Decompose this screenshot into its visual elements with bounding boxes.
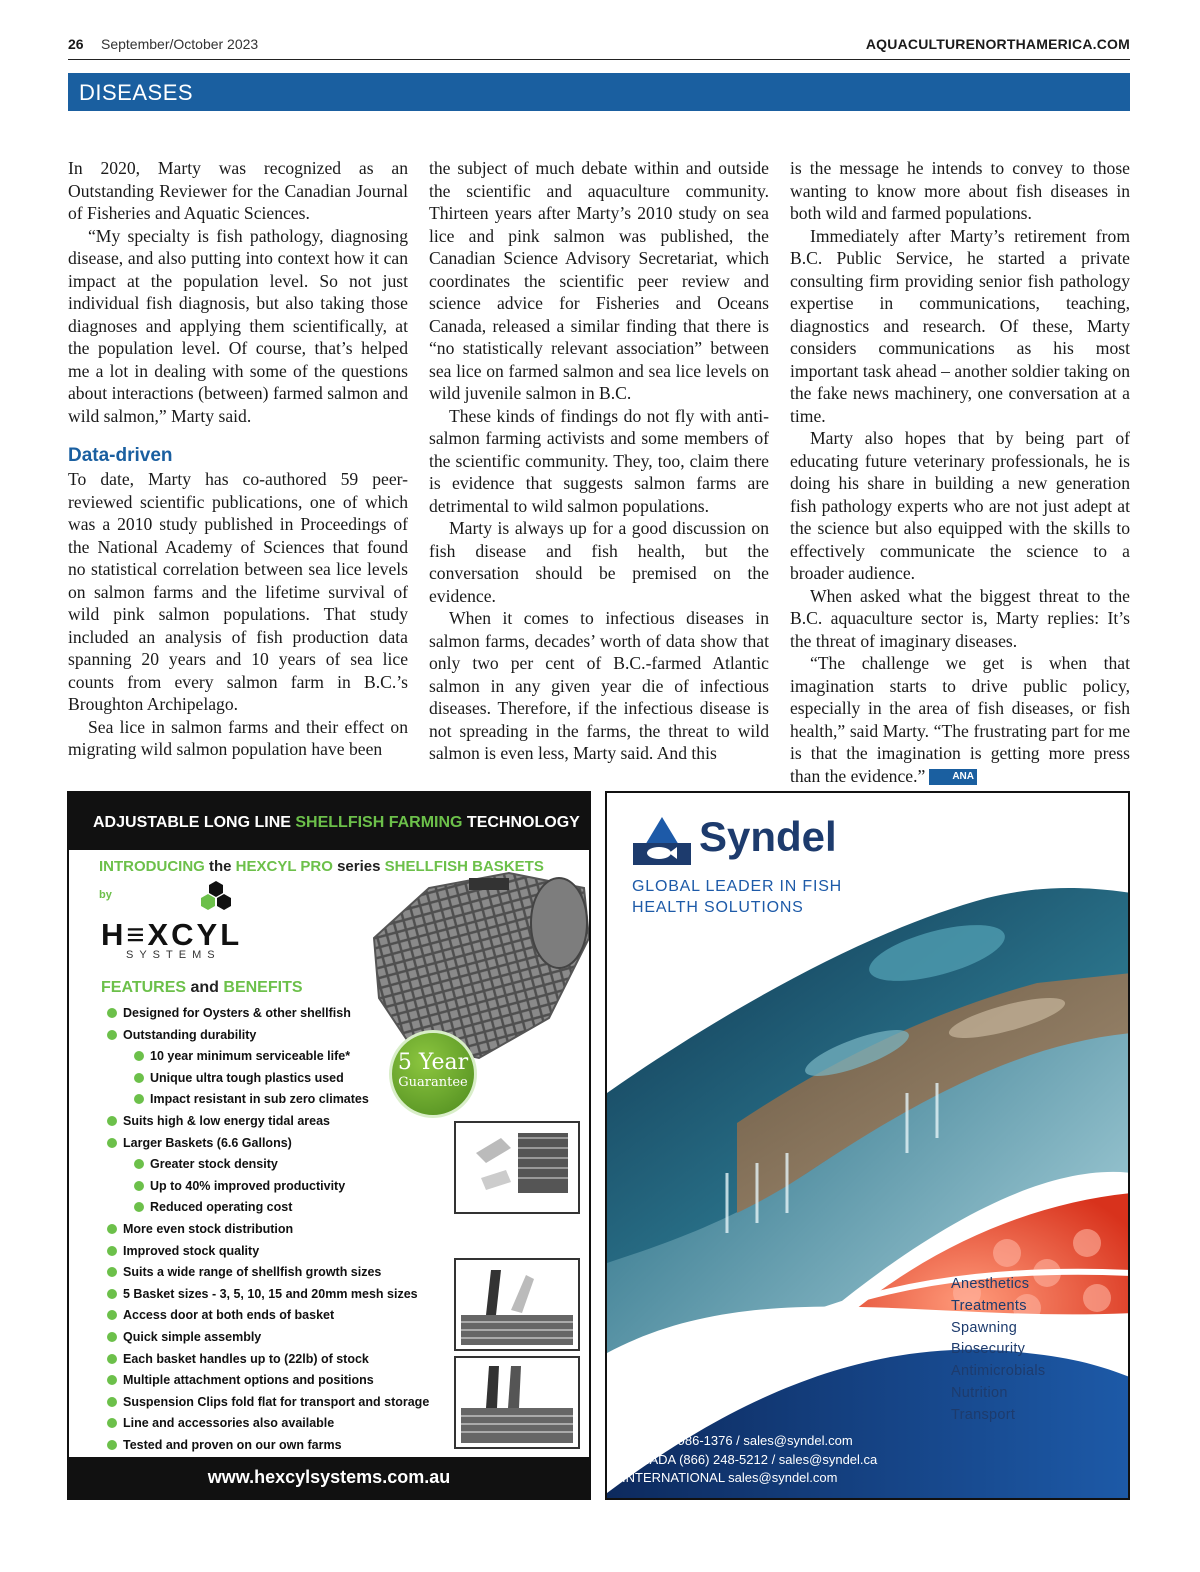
banner-text-highlight: SHELLFISH FARMING (295, 814, 463, 831)
paragraph: To date, Marty has co-authored 59 peer-reviewed scientific publications, one of which was a 2010 study published in Proceedings of the National Academy of Sciences that found no statistical correlation between sea lice levels on salmon farms and the lifetime survival of wild pink salmon populations. That study included an analysis of fish production data spanning 20 years and 10 years of sea lice counts from every salmon farm in B.C.’s Broughton Archipelago. (68, 469, 408, 714)
issue-date: September/October 2023 (101, 36, 259, 52)
features-heading-text: and (186, 979, 224, 996)
product-thumbnail (454, 1356, 580, 1449)
paragraph: When asked what the biggest threat to the B.C. aquaculture sector is, Marty replies: It’s the threat of imaginary diseases. (790, 585, 1130, 651)
paragraph: In 2020, Marty was recognized as an Outstanding Reviewer for the Canadian Journal of Fisheries and Aquatic Sciences. (68, 158, 408, 223)
feature-item (107, 1370, 429, 1392)
guarantee-badge (389, 1030, 477, 1118)
check-icon (107, 1138, 117, 1148)
paragraph: “My specialty is fish pathology, diagnosing disease, and also putting into context how it can impact at the population level. So not just individual fish diagnosis, but also taking those diagnoses and applying them scientifically, at the population level. Of course, that’s helped me a lot in dealing with some of the questions about interactions (between) farmed salmon and wild salmon,” Marty said. (68, 225, 408, 426)
service-item: Spawning (951, 1319, 1018, 1336)
tagline-line: HEALTH SOLUTIONS (632, 899, 804, 916)
section-banner (68, 73, 1130, 111)
check-icon (134, 1094, 144, 1104)
banner-text: TECHNOLOGY (462, 814, 580, 831)
paragraph: Marty is always up for a good discussion on fish disease and fish health, but the conversation should be premised on the evidence. (429, 518, 769, 606)
contact-us[interactable]: US (866) 986-1376 / sales@syndel.com (622, 1433, 853, 1448)
syndel-services (951, 1274, 1045, 1427)
ad-top-banner (69, 793, 589, 850)
check-icon (107, 1030, 117, 1040)
check-icon (134, 1159, 144, 1169)
feature-text: 5 Basket sizes - 3, 5, 10, 15 and 20mm mesh sizes (123, 1286, 418, 1301)
hexcyl-advertisement (67, 791, 591, 1500)
article-column-1 (68, 157, 408, 761)
feature-item (107, 1284, 429, 1306)
intro-text: HEXCYL PRO (235, 858, 333, 875)
product-thumbnail (454, 1121, 580, 1214)
check-icon (134, 1181, 144, 1191)
paragraph-text: “The challenge we get is when that imagination starts to drive public policy, especially in the area of fish diseases, or fish health,” said Marty. “The frustrating part for me is that the imagination is getting more press than the evidence.” (790, 653, 1130, 786)
feature-item (107, 1111, 429, 1133)
feature-item (107, 1327, 429, 1349)
check-icon (107, 1397, 117, 1407)
feature-text: Designed for Oysters & other shellfish (123, 1006, 351, 1020)
product-thumbnail (454, 1258, 580, 1351)
paragraph: When it comes to infectious diseases in salmon farms, decades’ worth of data show that only two per cent of B.C.-farmed Atlantic salmon in any given year die of infectious diseases. Therefore, if the infectious disease is not spreading in the farms, the threat to wild salmon is even less, Marty said. And this (429, 608, 769, 763)
page-header (68, 32, 1130, 60)
intro-text: INTRODUCING (99, 858, 205, 875)
feature-text: 10 year minimum serviceable life* (150, 1049, 351, 1064)
banner-text: ADJUSTABLE LONG LINE (93, 814, 296, 831)
check-icon (107, 1375, 117, 1385)
service-item: Antimicrobials (951, 1363, 1046, 1380)
feature-item (107, 1241, 429, 1263)
feature-text: Each basket handles up to (22lb) of stock (123, 1351, 369, 1366)
check-icon (107, 1310, 117, 1320)
feature-text: Outstanding durability (123, 1027, 257, 1042)
end-mark: ANA (929, 769, 977, 785)
feature-text: Line and accessories also available (123, 1416, 335, 1431)
check-icon (107, 1332, 117, 1342)
feature-text: Up to 40% improved productivity (150, 1178, 346, 1193)
feature-item (107, 1133, 429, 1155)
feature-item (107, 1262, 429, 1284)
paragraph: the subject of much debate within and outside the scientific and aquaculture community. Thirteen years after Marty’s 2010 study on sea lice and pink salmon was published, the Canadian Science Advisory Secretariat, which coordinates the scientific peer review and science advice for Fisheries and Oceans Canada, released a similar finding that there is “no statistically relevant association” between sea lice on farmed salmon and sea lice levels on wild juvenile salmon in B.C. (429, 158, 769, 403)
service-item: Transport (951, 1406, 1016, 1423)
clip-photo-icon (456, 1358, 578, 1447)
feature-text: Suspension Clips fold flat for transport and storage (123, 1394, 430, 1409)
feature-text: Impact resistant in sub zero climates (150, 1092, 369, 1107)
feature-text: Multiple attachment options and positions (123, 1373, 374, 1388)
features-heading-text: FEATURES (101, 979, 187, 996)
check-icon (107, 1246, 117, 1256)
syndel-advertisement (605, 791, 1130, 1500)
check-icon (107, 1354, 117, 1364)
feature-text: Tested and proven on our own farms (123, 1437, 342, 1452)
syndel-logo-icon (631, 815, 693, 867)
service-item: Nutrition (951, 1384, 1008, 1401)
check-icon (107, 1289, 117, 1299)
intro-text: the (204, 858, 236, 875)
hexcyl-brand: H≡XCYL (101, 917, 243, 952)
paragraph (790, 652, 1130, 787)
features-heading-text: BENEFITS (223, 979, 303, 996)
article-column-2 (429, 157, 769, 765)
feature-item (107, 1413, 429, 1435)
section-title: DISEASES (79, 80, 194, 105)
feature-text: Access door at both ends of basket (123, 1308, 335, 1323)
paragraph: is the message he intends to convey to those wanting to know more about fish diseases in both wild and farmed populations. (790, 158, 1130, 223)
page-number: 26 (68, 36, 84, 52)
features-heading (101, 979, 303, 997)
hexcyl-website[interactable]: www.hexcylsystems.com.au (69, 1457, 589, 1498)
paragraph: Immediately after Marty’s retirement from B.C. Public Service, he started a private consulting firm providing senior fish pathology expertise in communications, teaching, diagnostics and research. Of these, Marty considers communications as his most important task ahead – another soldier taking on the fake news machinery, one conversation at a time. (790, 225, 1130, 426)
service-item: Biosecurity (951, 1341, 1026, 1358)
feature-item (107, 1089, 429, 1111)
by-label: by (99, 889, 112, 901)
subheading: Data-driven (68, 445, 173, 466)
check-icon (107, 1267, 117, 1277)
check-icon (107, 1116, 117, 1126)
feature-text: Improved stock quality (123, 1243, 260, 1258)
feature-item (107, 1219, 429, 1241)
intro-text: SHELLFISH BASKETS (384, 858, 544, 875)
feature-item (107, 1305, 429, 1327)
check-icon (107, 1008, 117, 1018)
article-column-3 (790, 157, 1130, 787)
paragraph: Sea lice in salmon farms and their effect on migrating wild salmon population have been (68, 716, 408, 759)
feature-item (107, 1349, 429, 1371)
feature-text: Greater stock density (150, 1157, 278, 1172)
feature-text: Larger Baskets (6.6 Gallons) (123, 1135, 292, 1150)
hexcyl-brand-sub: SYSTEMS (126, 949, 221, 961)
contact-canada[interactable]: CANADA (866) 248-5212 / sales@syndel.ca (622, 1451, 878, 1467)
syndel-tagline (632, 876, 842, 918)
clip-photo-icon (456, 1123, 578, 1212)
feature-item (107, 1154, 429, 1176)
paragraph: These kinds of findings do not fly with anti-salmon farming activists and some members of the scientific community. They, too, claim there is evidence that suggests salmon farms are detrimental to wild salmon populations. (429, 405, 769, 516)
feature-text: Reduced operating cost (150, 1200, 293, 1215)
check-icon (134, 1202, 144, 1212)
check-icon (134, 1073, 144, 1083)
features-list (107, 1003, 429, 1456)
feature-item (107, 1435, 429, 1457)
check-icon (107, 1224, 117, 1234)
service-item: Treatments (951, 1297, 1027, 1314)
syndel-brand: Syndel (699, 813, 837, 860)
site-name: AQUACULTURENORTHAMERICA.COM (865, 36, 1130, 52)
syndel-contact (622, 1432, 877, 1488)
service-item: Anesthetics (951, 1276, 1030, 1292)
check-icon (134, 1051, 144, 1061)
basket-image (369, 868, 591, 1063)
contact-international[interactable]: INTERNATIONAL sales@syndel.com (622, 1470, 838, 1485)
feature-text: Quick simple assembly (123, 1329, 262, 1344)
tagline-line: GLOBAL LEADER IN FISH (632, 878, 843, 895)
hexcyl-logo-icon (199, 880, 233, 916)
feature-item (107, 1176, 429, 1198)
feature-text: More even stock distribution (123, 1221, 294, 1236)
guarantee-years: 5 Year (397, 1050, 469, 1075)
feature-item (107, 1197, 429, 1219)
feature-item (107, 1392, 429, 1414)
check-icon (107, 1440, 117, 1450)
feature-text: Suits high & low energy tidal areas (123, 1113, 330, 1128)
check-icon (107, 1418, 117, 1428)
feature-text: Unique ultra tough plastics used (150, 1070, 344, 1085)
paragraph: Marty also hopes that by being part of educating future veterinary professionals, he is doing his share in building a new generation fish pathology experts who are not just adept at the science but also equipped with the skills to effectively communicate the science to a broader audience. (790, 428, 1130, 583)
feature-item (107, 1068, 429, 1090)
feature-text: Suits a wide range of shellfish growth sizes (123, 1265, 382, 1280)
guarantee-label: Guarantee (398, 1075, 468, 1090)
intro-text: series (332, 858, 385, 875)
clip-photo-icon (456, 1260, 578, 1349)
